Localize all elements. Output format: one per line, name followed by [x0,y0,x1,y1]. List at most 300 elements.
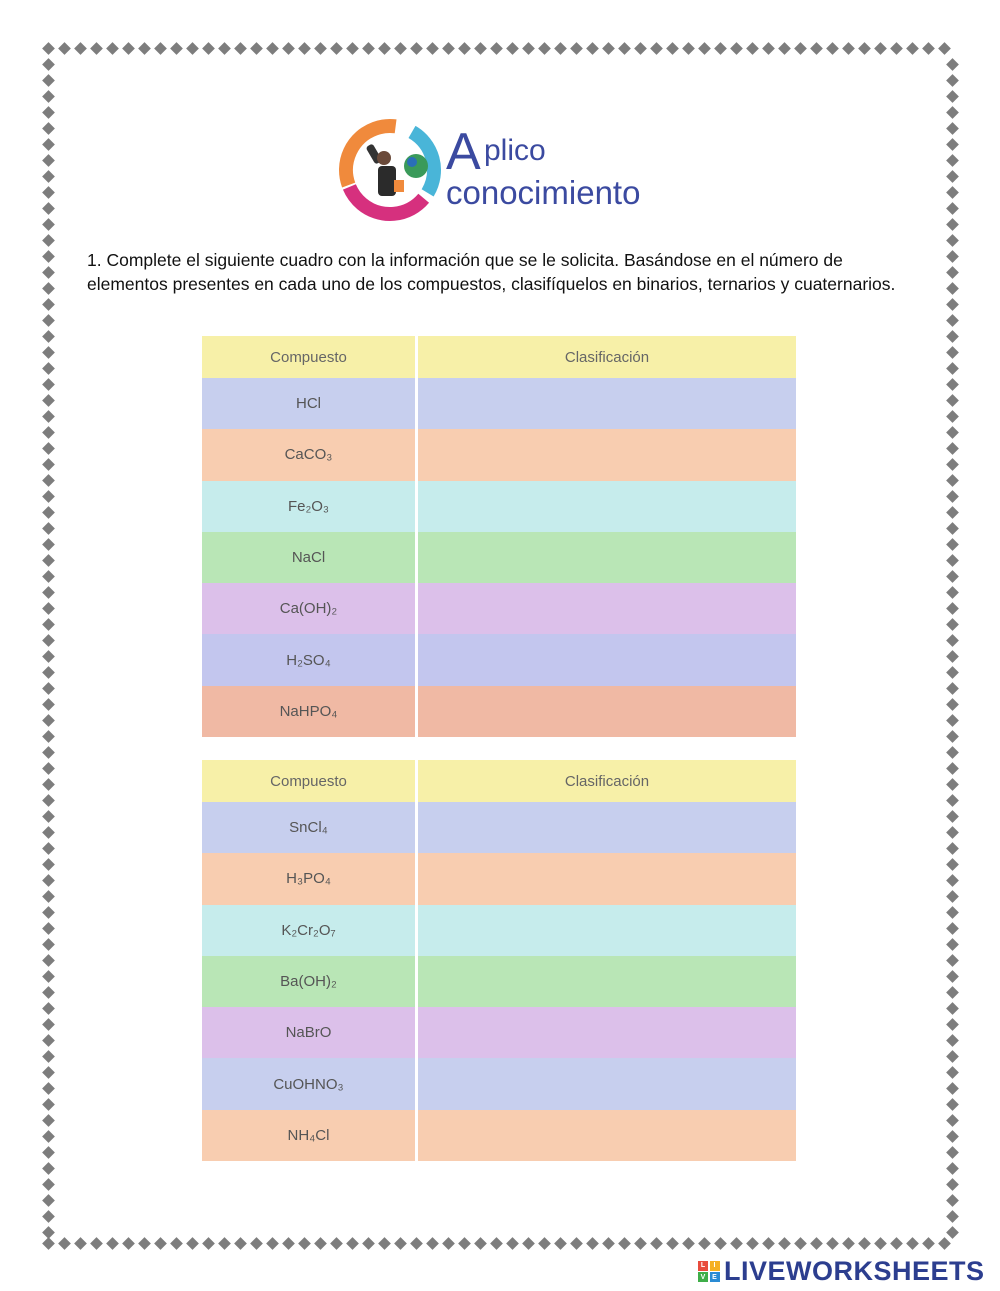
border-diamond [42,1066,55,1079]
border-diamond [946,410,959,423]
border-diamond [458,42,471,55]
border-diamond [946,922,959,935]
border-diamond [906,42,919,55]
border-diamond [42,74,55,87]
border-diamond [946,138,959,151]
border-diamond [314,42,327,55]
border-diamond [474,1237,487,1250]
border-diamond [618,42,631,55]
header-clasificacion: Clasificación [418,336,796,378]
border-diamond [946,730,959,743]
border-diamond [946,362,959,375]
table-row [202,583,796,634]
border-diamond [42,138,55,151]
border-diamond [946,90,959,103]
compound-formula: Ba(OH)₂ [202,956,415,1007]
brand-text: LIVEWORKSHEETS [724,1256,985,1286]
border-diamond [946,394,959,407]
border-diamond [890,42,903,55]
border-diamond [946,1034,959,1047]
border-diamond [42,730,55,743]
border-diamond [42,1098,55,1111]
logo-word-plico: plico [484,134,546,167]
border-diamond [762,42,775,55]
border-diamond [946,1066,959,1079]
border-diamond [378,42,391,55]
border-diamond [946,474,959,487]
brand-mark-letter: E [710,1272,720,1282]
border-diamond [946,74,959,87]
border-diamond [42,378,55,391]
border-diamond [170,1237,183,1250]
border-diamond [794,42,807,55]
border-diamond [946,890,959,903]
border-diamond [42,842,55,855]
table-row [202,1007,796,1058]
border-diamond [570,42,583,55]
compound-formula: HCl [202,378,415,429]
border-diamond [458,1237,471,1250]
border-diamond [42,218,55,231]
logo-letter: A [446,123,481,181]
border-diamond [42,826,55,839]
border-diamond [122,1237,135,1250]
compound-formula: SnCl₄ [202,802,415,853]
border-diamond [946,1050,959,1063]
border-diamond [698,42,711,55]
border-diamond [42,90,55,103]
border-diamond [42,874,55,887]
classification-answer-field[interactable] [418,802,796,853]
border-diamond [202,42,215,55]
border-diamond [42,1178,55,1191]
border-diamond [42,122,55,135]
border-diamond [42,650,55,663]
table-row [202,956,796,1007]
border-diamond [42,186,55,199]
border-diamond [250,1237,263,1250]
border-right [944,56,960,1240]
border-diamond [946,122,959,135]
border-diamond [314,1237,327,1250]
border-diamond [442,42,455,55]
border-diamond [946,1194,959,1207]
header-compuesto: Compuesto [202,760,415,802]
table-row [202,802,796,853]
compound-formula: Fe₂O₃ [202,481,415,532]
border-diamond [762,1237,775,1250]
border-diamond [538,42,551,55]
border-diamond [890,1237,903,1250]
border-diamond [778,1237,791,1250]
border-diamond [490,1237,503,1250]
border-diamond [650,42,663,55]
border-diamond [946,634,959,647]
border-diamond [842,1237,855,1250]
compound-formula: NaCl [202,532,415,583]
border-diamond [42,746,55,759]
border-diamond [906,1237,919,1250]
table-header-row [202,336,796,378]
compound-formula: NH₄Cl [202,1110,415,1161]
header-clasificacion: Clasificación [418,760,796,802]
border-diamond [90,42,103,55]
border-diamond [946,826,959,839]
border-diamond [170,42,183,55]
border-diamond [946,570,959,583]
classification-answer-field[interactable] [418,1110,796,1161]
border-diamond [42,1050,55,1063]
border-diamond [554,42,567,55]
border-diamond [42,394,55,407]
border-diamond [186,1237,199,1250]
border-diamond [946,586,959,599]
border-diamond [298,1237,311,1250]
border-diamond [922,42,935,55]
brand-mark-letter: V [698,1272,708,1282]
border-diamond [42,1034,55,1047]
border-diamond [74,1237,87,1250]
logo-word-conocimiento: conocimiento [446,174,641,211]
border-diamond [218,42,231,55]
border-diamond [474,42,487,55]
border-diamond [946,794,959,807]
border-diamond [946,650,959,663]
border-diamond [946,170,959,183]
border-diamond [946,298,959,311]
border-diamond [602,1237,615,1250]
border-diamond [42,954,55,967]
border-diamond [202,1237,215,1250]
border-diamond [42,618,55,631]
table-row [202,853,796,904]
border-diamond [946,506,959,519]
border-diamond [42,554,55,567]
border-diamond [946,778,959,791]
border-diamond [42,602,55,615]
border-diamond [346,1237,359,1250]
border-diamond [138,1237,151,1250]
compound-formula: NaBrO [202,1007,415,1058]
border-diamond [266,42,279,55]
border-diamond [650,1237,663,1250]
compound-formula: CaCO₃ [202,429,415,480]
classification-answer-field[interactable] [418,905,796,956]
border-diamond [730,42,743,55]
border-diamond [874,1237,887,1250]
border-diamond [42,682,55,695]
border-diamond [42,794,55,807]
border-diamond [946,1162,959,1175]
border-diamond [946,218,959,231]
border-diamond [42,1226,55,1239]
border-diamond [42,234,55,247]
border-diamond [42,250,55,263]
compound-table-2 [202,760,796,1161]
border-diamond [946,858,959,871]
border-diamond [394,1237,407,1250]
border-diamond [746,1237,759,1250]
border-diamond [810,1237,823,1250]
border-diamond [42,1082,55,1095]
classification-answer-field[interactable] [418,429,796,480]
border-diamond [42,858,55,871]
border-diamond [218,1237,231,1250]
table-row [202,634,796,685]
border-diamond [586,1237,599,1250]
border-left [40,56,56,1240]
border-diamond [946,106,959,119]
border-diamond [106,1237,119,1250]
table-row [202,481,796,532]
compound-formula: CuOHNO₃ [202,1058,415,1109]
border-diamond [618,1237,631,1250]
border-diamond [946,378,959,391]
border-diamond [42,426,55,439]
border-diamond [378,1237,391,1250]
border-diamond [554,1237,567,1250]
border-diamond [634,1237,647,1250]
border-diamond [634,42,647,55]
border-diamond [42,538,55,551]
border-diamond [682,1237,695,1250]
border-diamond [946,186,959,199]
compound-formula: Ca(OH)₂ [202,583,415,634]
border-diamond [42,906,55,919]
border-diamond [946,250,959,263]
border-diamond [42,522,55,535]
border-diamond [946,202,959,215]
border-diamond [282,42,295,55]
border-diamond [42,634,55,647]
border-diamond [746,42,759,55]
classification-answer-field[interactable] [418,1007,796,1058]
border-diamond [42,698,55,711]
border-diamond [946,154,959,167]
border-diamond [58,1237,71,1250]
border-diamond [42,570,55,583]
border-diamond [138,42,151,55]
border-diamond [946,1130,959,1143]
border-diamond [946,938,959,951]
border-diamond [946,314,959,327]
border-diamond [42,506,55,519]
border-diamond [42,938,55,951]
border-diamond [42,1194,55,1207]
table-row [202,378,796,429]
border-diamond [42,202,55,215]
border-diamond [346,42,359,55]
classification-answer-field[interactable] [418,532,796,583]
border-diamond [426,1237,439,1250]
border-diamond [42,170,55,183]
border-diamond [42,442,55,455]
border-diamond [154,1237,167,1250]
border-diamond [602,42,615,55]
border-diamond [946,970,959,983]
border-diamond [826,1237,839,1250]
border-diamond [946,746,959,759]
border-diamond [698,1237,711,1250]
compound-table-1 [202,336,796,737]
border-diamond [42,1002,55,1015]
border-diamond [42,42,55,55]
border-diamond [330,1237,343,1250]
table-row [202,1058,796,1109]
border-bottom [40,1235,952,1251]
border-diamond [810,42,823,55]
border-diamond [186,42,199,55]
border-diamond [778,42,791,55]
border-diamond [522,1237,535,1250]
border-diamond [946,1018,959,1031]
classification-answer-field[interactable] [418,853,796,904]
scientist-icon [338,116,442,224]
border-diamond [730,1237,743,1250]
border-diamond [42,1210,55,1223]
border-diamond [42,282,55,295]
border-diamond [522,42,535,55]
border-diamond [922,1237,935,1250]
border-diamond [946,1114,959,1127]
border-diamond [946,666,959,679]
classification-answer-field[interactable] [418,481,796,532]
border-diamond [442,1237,455,1250]
compound-formula: NaHPO₄ [202,686,415,737]
border-diamond [42,346,55,359]
compound-formula: H₂SO₄ [202,634,415,685]
border-diamond [946,522,959,535]
border-diamond [42,1146,55,1159]
border-diamond [946,714,959,727]
border-diamond [946,58,959,71]
border-diamond [42,154,55,167]
table-row [202,532,796,583]
border-diamond [362,42,375,55]
border-diamond [858,42,871,55]
classification-answer-field[interactable] [418,634,796,685]
border-diamond [938,42,951,55]
border-diamond [362,1237,375,1250]
border-diamond [586,42,599,55]
border-diamond [74,42,87,55]
border-diamond [410,1237,423,1250]
border-diamond [42,1130,55,1143]
border-diamond [946,698,959,711]
classification-answer-field[interactable] [418,686,796,737]
border-diamond [946,602,959,615]
compound-formula: H₃PO₄ [202,853,415,904]
border-diamond [234,1237,247,1250]
border-diamond [490,42,503,55]
border-diamond [42,266,55,279]
border-diamond [946,554,959,567]
border-diamond [946,810,959,823]
border-diamond [946,442,959,455]
classification-answer-field[interactable] [418,378,796,429]
border-diamond [946,1146,959,1159]
border-diamond [42,58,55,71]
border-diamond [42,458,55,471]
liveworksheets-brand [698,1256,985,1287]
border-diamond [330,42,343,55]
table-row [202,1110,796,1161]
aplico-logo [338,116,668,228]
border-diamond [42,810,55,823]
border-diamond [42,762,55,775]
instructions-text: 1. Complete el siguiente cuadro con la información que se le solicita. Basándose en el número de elementos presentes en cada uno de los compuestos, clasifíquelos en binarios, ternarios y cuaternarios. [87,250,896,294]
border-diamond [266,1237,279,1250]
border-diamond [42,970,55,983]
border-diamond [666,42,679,55]
border-diamond [298,42,311,55]
border-diamond [946,330,959,343]
border-diamond [666,1237,679,1250]
border-diamond [42,490,55,503]
border-diamond [42,714,55,727]
border-diamond [946,1002,959,1015]
border-diamond [826,42,839,55]
border-diamond [946,426,959,439]
border-diamond [946,490,959,503]
border-diamond [410,42,423,55]
border-diamond [42,1162,55,1175]
border-diamond [42,1018,55,1031]
border-diamond [394,42,407,55]
border-diamond [42,298,55,311]
classification-answer-field[interactable] [418,956,796,1007]
table-row [202,429,796,480]
classification-answer-field[interactable] [418,1058,796,1109]
border-diamond [842,42,855,55]
border-diamond [250,42,263,55]
border-diamond [946,682,959,695]
border-diamond [946,1098,959,1111]
header-compuesto: Compuesto [202,336,415,378]
border-diamond [946,1082,959,1095]
border-diamond [946,986,959,999]
border-diamond [946,618,959,631]
border-diamond [154,42,167,55]
compound-formula: K₂Cr₂O₇ [202,905,415,956]
border-diamond [874,42,887,55]
brand-mark-letter: L [698,1261,708,1271]
border-diamond [946,842,959,855]
border-diamond [714,42,727,55]
border-diamond [946,906,959,919]
table-row [202,686,796,737]
border-diamond [946,282,959,295]
border-diamond [42,314,55,327]
border-diamond [42,890,55,903]
border-diamond [946,1210,959,1223]
border-diamond [426,42,439,55]
border-diamond [946,1178,959,1191]
border-diamond [714,1237,727,1250]
table-row [202,905,796,956]
border-diamond [42,410,55,423]
border-diamond [122,42,135,55]
border-diamond [42,986,55,999]
border-diamond [42,778,55,791]
border-diamond [506,1237,519,1250]
border-top [40,40,952,56]
border-diamond [946,1226,959,1239]
classification-answer-field[interactable] [418,583,796,634]
border-diamond [858,1237,871,1250]
border-diamond [42,362,55,375]
border-diamond [946,762,959,775]
